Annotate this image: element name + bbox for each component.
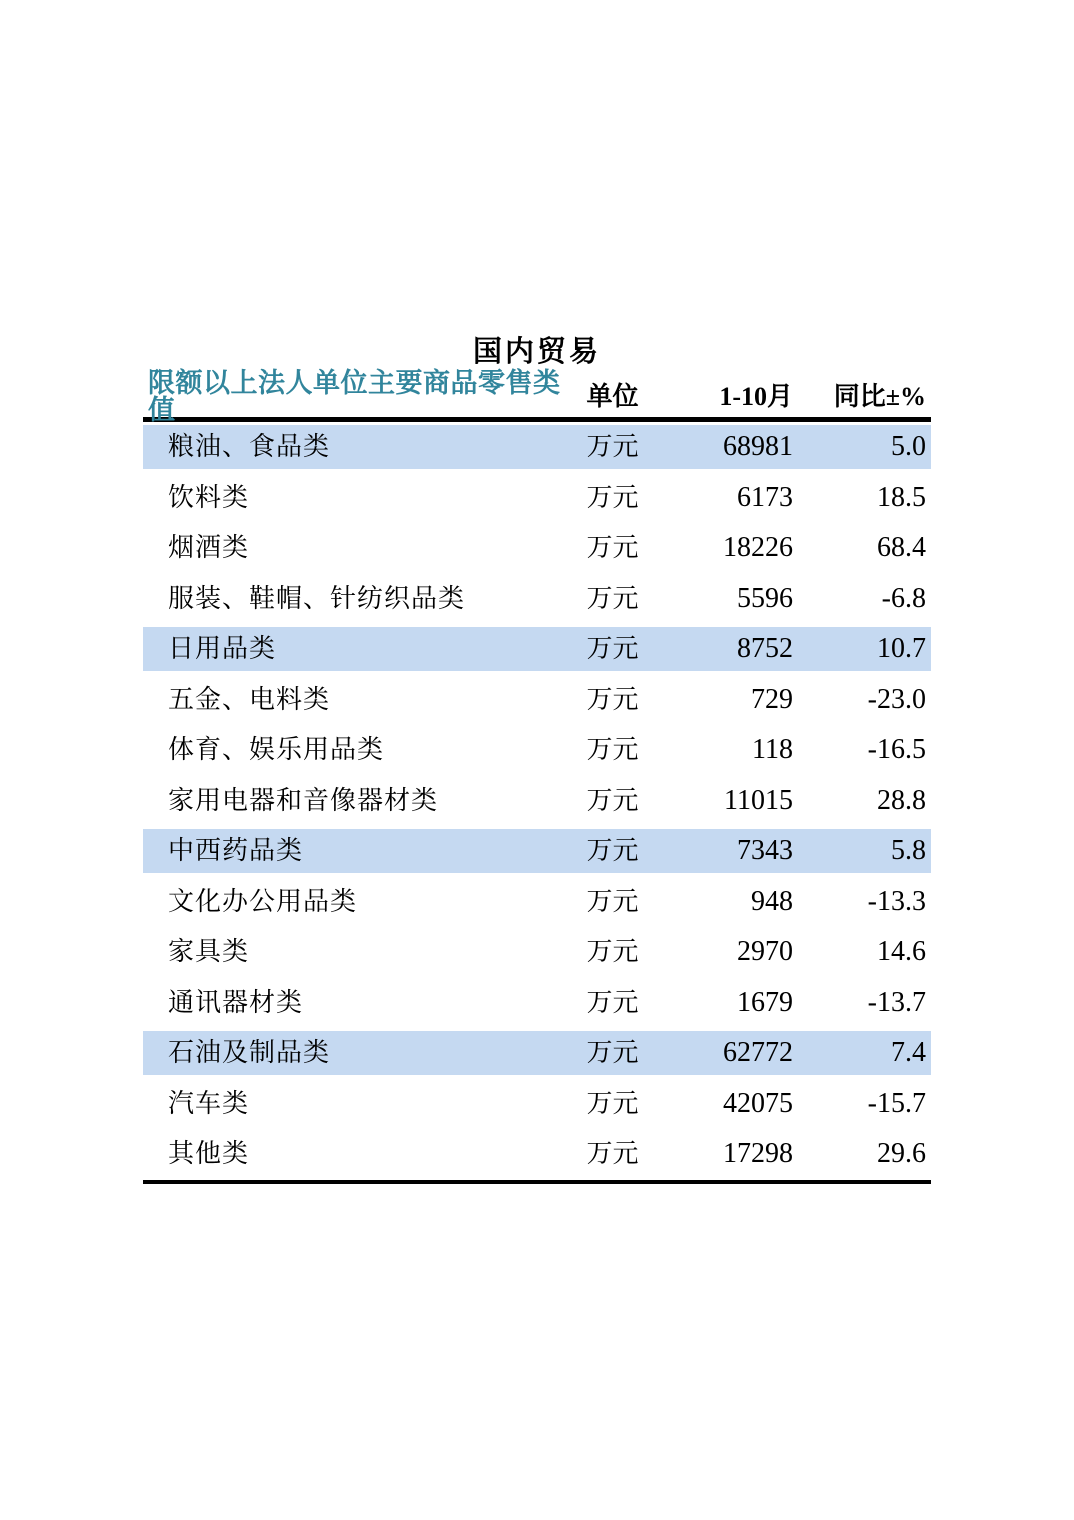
unit-cell: 万元: [586, 835, 639, 865]
yoy-cell: -16.5: [867, 734, 926, 766]
unit-cell: 万元: [586, 684, 639, 714]
table-body: [143, 422, 931, 1184]
unit-cell: 万元: [586, 1088, 639, 1118]
yoy-cell: 14.6: [877, 936, 926, 968]
yoy-cell: 7.4: [891, 1036, 926, 1068]
yoy-cell: -15.7: [867, 1087, 926, 1119]
category-cell: 中西药品类: [168, 835, 304, 865]
yoy-cell: 5.8: [891, 834, 926, 866]
header-yoy-label: 同比±%: [833, 381, 926, 411]
retail-values-table: [143, 367, 931, 1184]
value-cell: 42075: [723, 1087, 793, 1119]
table-row: [143, 776, 931, 827]
yoy-cell: -13.3: [867, 885, 926, 917]
table-row: [143, 927, 931, 978]
category-cell: 体育、娱乐用品类: [168, 735, 385, 765]
table-row: [143, 624, 931, 675]
unit-cell: 万元: [586, 482, 639, 512]
table-row: [143, 422, 931, 473]
value-cell: 18226: [723, 532, 793, 564]
category-cell: 烟酒类: [168, 533, 250, 563]
yoy-cell: 28.8: [877, 784, 926, 816]
category-cell: 日用品类: [168, 633, 277, 663]
unit-cell: 万元: [586, 1037, 639, 1067]
table-row: [143, 826, 931, 877]
value-cell: 17298: [723, 1138, 793, 1170]
yoy-cell: 5.0: [891, 430, 926, 462]
table-row: [143, 473, 931, 524]
category-cell: 服装、鞋帽、针纺织品类: [168, 583, 466, 613]
unit-cell: 万元: [586, 785, 639, 815]
category-cell: 文化办公用品类: [168, 886, 358, 916]
table-row: [143, 978, 931, 1029]
unit-cell: 万元: [586, 633, 639, 663]
table-row: [143, 877, 931, 928]
unit-cell: 万元: [586, 987, 639, 1017]
category-cell: 石油及制品类: [168, 1037, 331, 1067]
category-cell: 家用电器和音像器材类: [168, 785, 439, 815]
value-cell: 7343: [737, 834, 793, 866]
category-cell: 家具类: [168, 937, 250, 967]
yoy-cell: 18.5: [877, 481, 926, 513]
category-cell: 饮料类: [168, 482, 250, 512]
table-row: [143, 523, 931, 574]
value-cell: 118: [752, 734, 793, 766]
table-header-row: [143, 367, 931, 425]
table-row: [143, 725, 931, 776]
page-title: 国内贸易: [472, 336, 601, 368]
yoy-cell: -6.8: [881, 582, 926, 614]
value-cell: 1679: [737, 986, 793, 1018]
category-cell: 其他类: [168, 1139, 250, 1169]
value-cell: 8752: [737, 632, 793, 664]
table-row: [143, 574, 931, 625]
table-row: [143, 675, 931, 726]
yoy-cell: 29.6: [877, 1138, 926, 1170]
table-row: [143, 1028, 931, 1079]
table-row: [143, 1079, 931, 1130]
value-cell: 62772: [723, 1036, 793, 1068]
value-cell: 68981: [723, 430, 793, 462]
header-unit-label: 单位: [586, 381, 639, 411]
value-cell: 948: [751, 885, 793, 917]
yoy-cell: -23.0: [867, 683, 926, 715]
yoy-cell: -13.7: [867, 986, 926, 1018]
header-period-label: 1-10月: [719, 381, 793, 411]
category-cell: 五金、电料类: [168, 684, 331, 714]
yoy-cell: 68.4: [877, 532, 926, 564]
category-cell: 通讯器材类: [168, 987, 304, 1017]
unit-cell: 万元: [586, 533, 639, 563]
unit-cell: 万元: [586, 937, 639, 967]
unit-cell: 万元: [586, 886, 639, 916]
yoy-cell: 10.7: [877, 632, 926, 664]
value-cell: 11015: [724, 784, 793, 816]
header-category-label: 限额以上法人单位主要商品零售类值: [148, 367, 561, 425]
value-cell: 6173: [737, 481, 793, 513]
value-cell: 5596: [737, 582, 793, 614]
unit-cell: 万元: [586, 735, 639, 765]
table-row: [143, 1129, 931, 1180]
unit-cell: 万元: [586, 583, 639, 613]
category-cell: 汽车类: [168, 1088, 250, 1118]
category-cell: 粮油、食品类: [168, 431, 331, 461]
unit-cell: 万元: [586, 431, 639, 461]
value-cell: 729: [751, 683, 793, 715]
value-cell: 2970: [737, 936, 793, 968]
unit-cell: 万元: [586, 1139, 639, 1169]
